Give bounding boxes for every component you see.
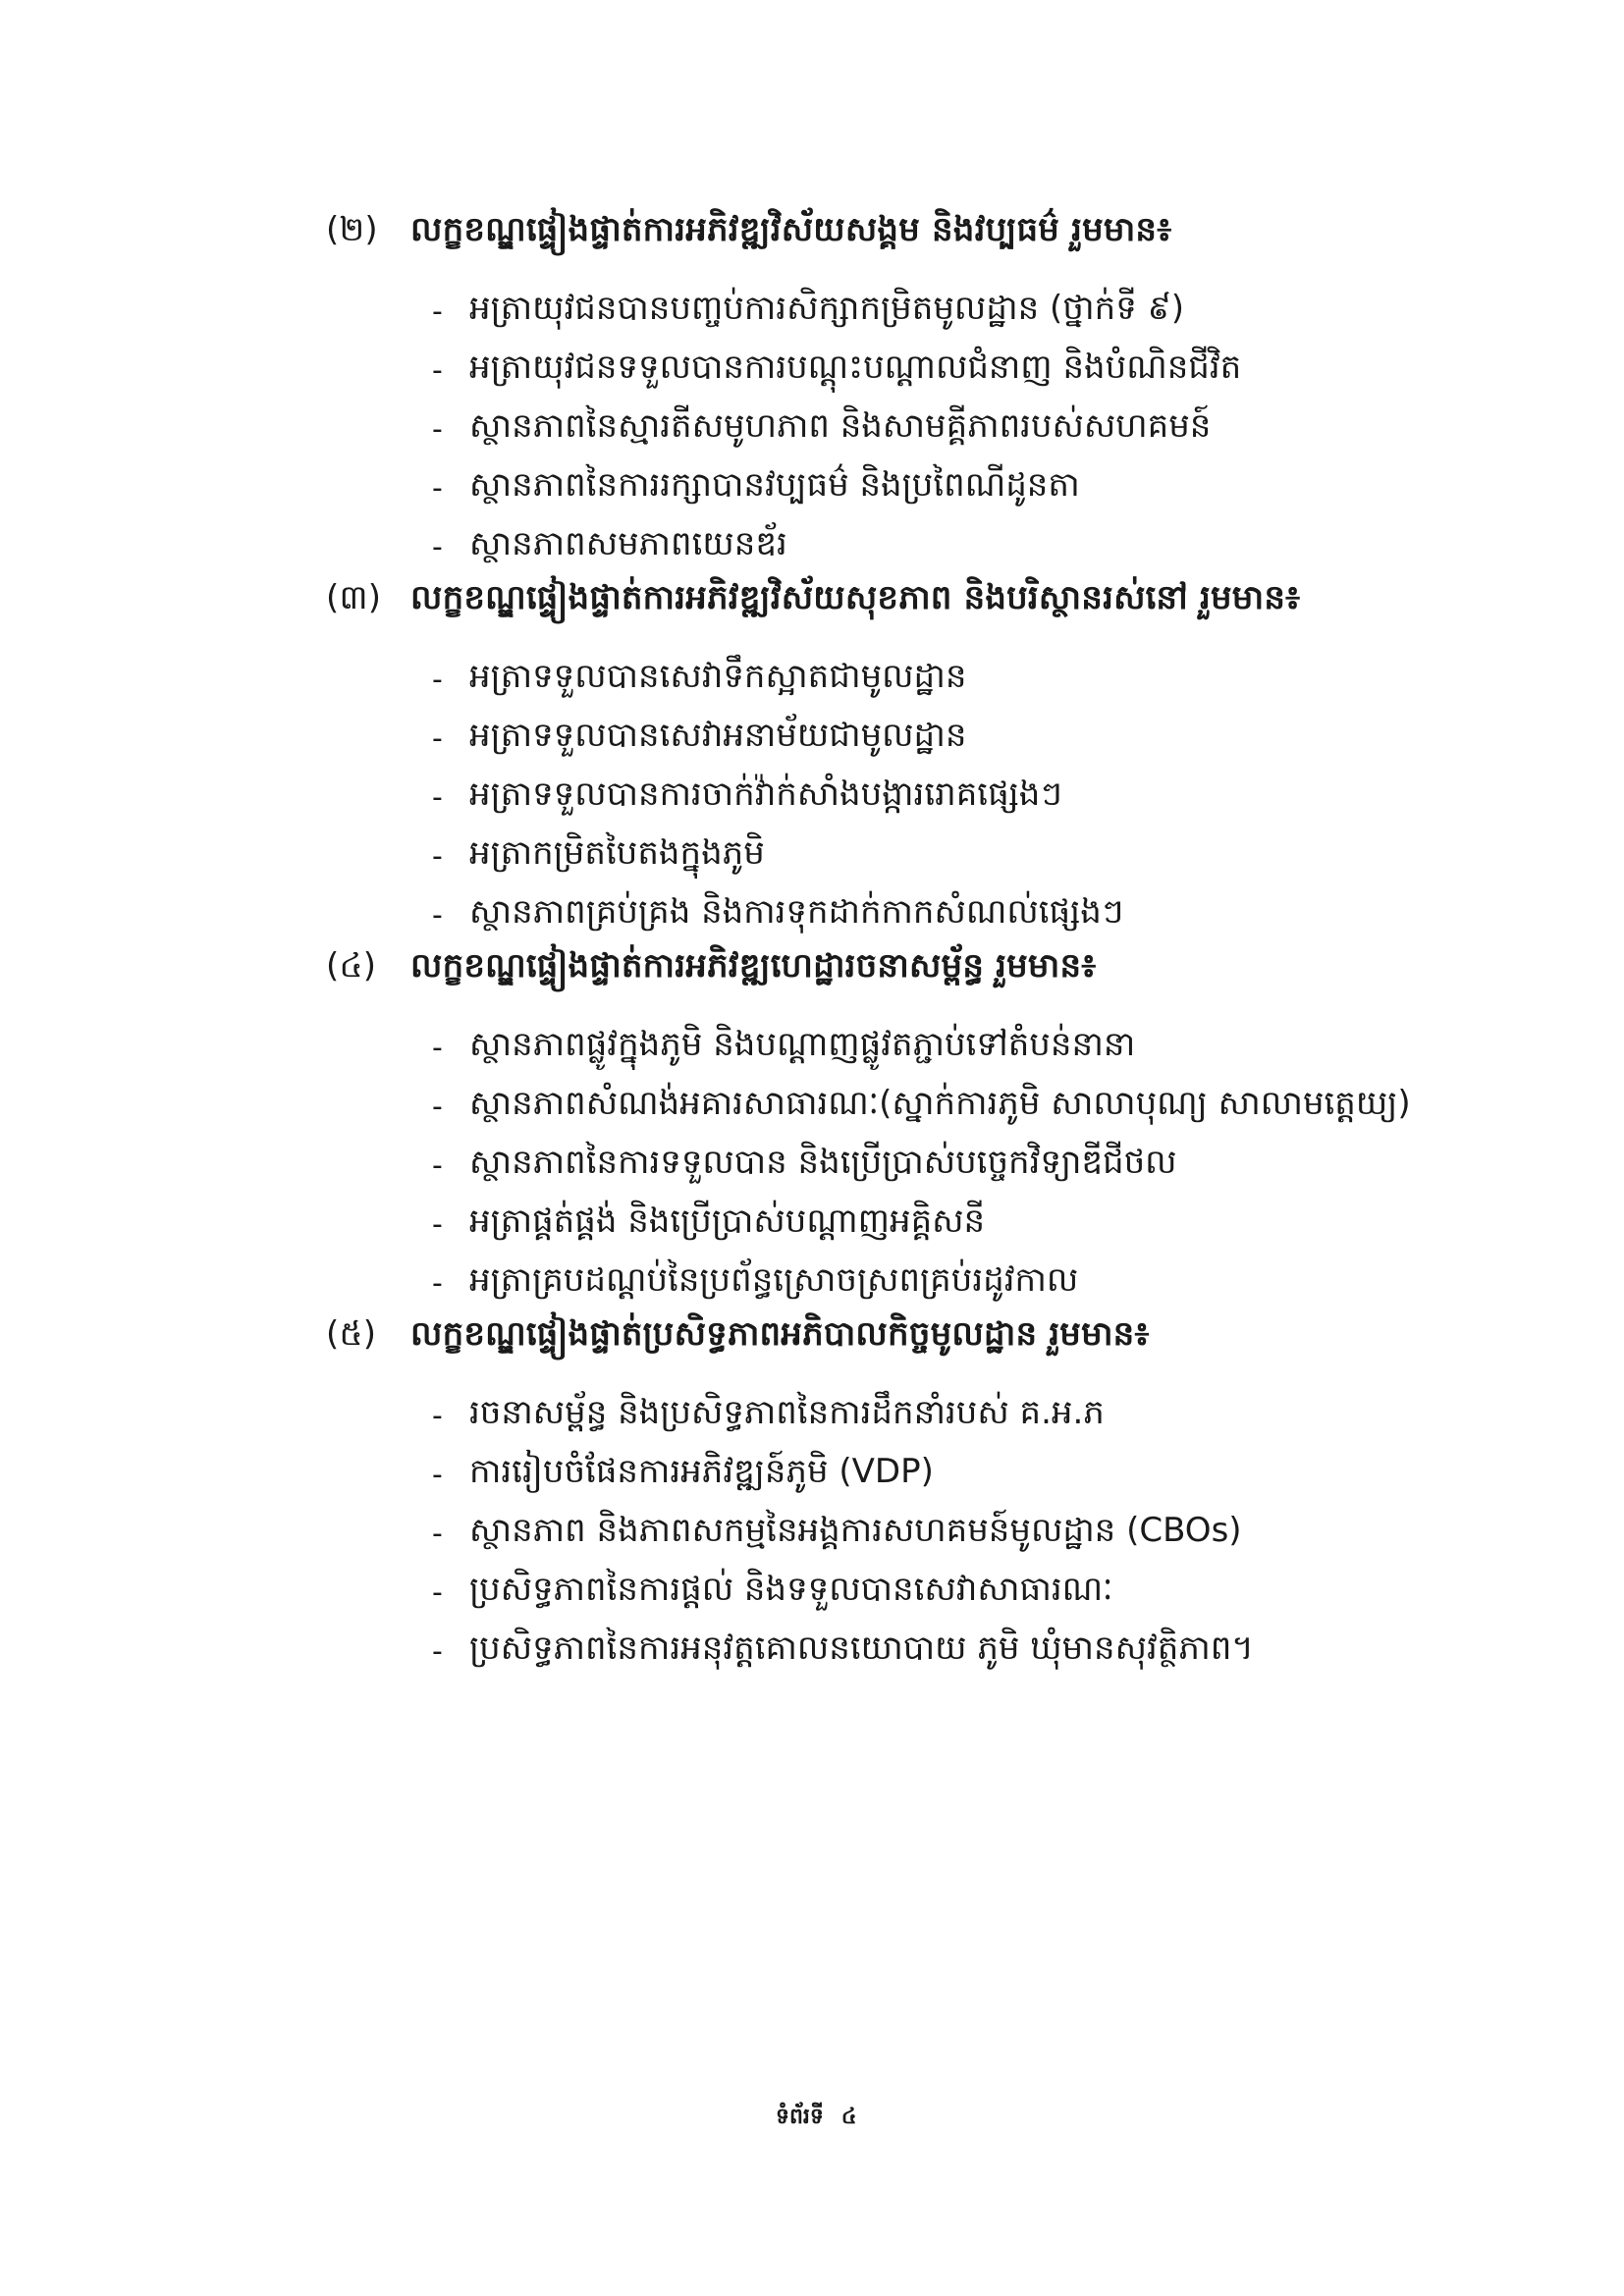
bullet-dash: -: [432, 470, 443, 506]
list-item: [326, 458, 1455, 517]
list-item-text: អត្រាយុវជនទទួលបានការបណ្តុះបណ្តាលជំនាញ និងបំណិនជីវិត: [469, 347, 1242, 387]
list-item: [326, 768, 1455, 827]
list-item: [326, 1504, 1455, 1563]
list-item: [326, 709, 1455, 768]
list-item-text: អត្រាទទួលបានសេវាទឹកស្អាតជាមូលដ្ឋាន: [469, 657, 967, 696]
section-number: (២): [326, 210, 378, 249]
list-item-text: ស្ថានភាពនៃការទទួលបាន និងប្រើប្រាស់បច្ចេកវិទ្យាឌីជីថល: [469, 1143, 1177, 1182]
section-title: លក្ខខណ្ឌផ្ទៀងផ្ទាត់ការអភិវឌ្ឍវិស័យសង្គម និងវប្បធម៌ រួមមាន៖: [410, 210, 1172, 249]
criteria-list: [326, 1018, 1455, 1312]
list-item: [326, 1445, 1455, 1504]
criteria-list: [326, 282, 1455, 576]
list-item: [326, 1386, 1455, 1445]
list-item-text: ស្ថានភាព និងភាពសកម្មនៃអង្គការសហគមន៍មូលដ្ឋាន (CBOs): [469, 1511, 1242, 1550]
list-item: [326, 827, 1455, 885]
list-item-text: អត្រាកម្រិតបៃតងក្នុងភូមិ: [469, 833, 765, 873]
bullet-dash: -: [432, 838, 443, 874]
section-local-governance: [326, 1309, 1455, 1681]
section-number: (៤): [326, 946, 377, 986]
bullet-dash: -: [432, 1089, 443, 1124]
section-number: (៣): [326, 578, 382, 617]
bullet-dash: -: [432, 897, 443, 933]
list-item: [326, 650, 1455, 709]
bullet-dash: -: [432, 721, 443, 756]
criteria-list: [326, 1386, 1455, 1681]
bullet-dash: -: [432, 1575, 443, 1610]
bullet-dash: -: [432, 352, 443, 388]
list-item-text: ស្ថានភាពគ្រប់គ្រង និងការទុកដាក់កាកសំណល់ផ្សេងៗ: [469, 892, 1124, 932]
section-heading: [326, 573, 1455, 628]
bullet-dash: -: [432, 1633, 443, 1669]
bullet-dash: -: [432, 1398, 443, 1433]
list-item: [326, 885, 1455, 944]
list-item-text: ការរៀបចំផែនការអភិវឌ្ឍន៍ភូមិ (VDP): [469, 1452, 934, 1491]
bullet-dash: -: [432, 1265, 443, 1301]
section-title: លក្ខខណ្ឌផ្ទៀងផ្ទាត់ការអភិវឌ្ឍហេដ្ឋារចនាសម្ព័ន្ធ រួមមាន៖: [410, 946, 1097, 986]
list-item: [326, 1563, 1455, 1622]
section-title: លក្ខខណ្ឌផ្ទៀងផ្ទាត់ការអភិវឌ្ឍវិស័យសុខភាព និងបរិស្ថានរស់នៅ រួមមាន៖: [410, 578, 1301, 617]
list-item-text: ប្រសិទ្ធភាពនៃការអនុវត្តគោលនយោបាយ ភូមិ ឃុំមានសុវត្ថិភាព។: [469, 1629, 1254, 1668]
list-item: [326, 1254, 1455, 1312]
list-item-text: ស្ថានភាពសមភាពយេនឌ័រ: [469, 524, 787, 563]
list-item-text: ស្ថានភាពនៃការរក្សាបានវប្បធម៌ និងប្រពៃណីដូនតា: [469, 465, 1080, 505]
bullet-dash: -: [432, 779, 443, 815]
bullet-dash: -: [432, 294, 443, 329]
bullet-dash: -: [432, 1030, 443, 1065]
bullet-dash: -: [432, 1457, 443, 1492]
list-item: [326, 1077, 1455, 1136]
list-item: [326, 282, 1455, 341]
section-heading: [326, 1309, 1455, 1364]
bullet-dash: -: [432, 1516, 443, 1551]
section-social-culture: [326, 205, 1455, 576]
list-item-text: អត្រាទទួលបានការចាក់វ៉ាក់សាំងបង្ការរោគផ្សេងៗ: [469, 774, 1062, 814]
section-heading: [326, 941, 1455, 996]
section-health-environment: [326, 573, 1455, 944]
list-item-text: ប្រសិទ្ធភាពនៃការផ្តល់ និងទទួលបានសេវាសាធារណៈ: [469, 1570, 1113, 1609]
list-item-text: អត្រាយុវជនបានបញ្ចប់ការសិក្សាកម្រិតមូលដ្ឋាន (ថ្នាក់ទី ៩): [469, 289, 1184, 328]
bullet-dash: -: [432, 662, 443, 697]
list-item-text: អត្រាគ្របដណ្តប់នៃប្រព័ន្ធស្រោចស្រពគ្រប់រដូវកាល: [469, 1260, 1079, 1300]
section-heading: [326, 205, 1455, 260]
list-item: [326, 1195, 1455, 1254]
list-item-text: រចនាសម្ព័ន្ធ និងប្រសិទ្ធភាពនៃការដឹកនាំរបស់ គ.អ.ភ: [469, 1393, 1105, 1432]
page-number-value: ៤: [840, 2105, 857, 2129]
criteria-list: [326, 650, 1455, 944]
list-item-text: ស្ថានភាពផ្លូវក្នុងភូមិ និងបណ្តាញផ្លូវតភ្ជាប់ទៅតំបន់នានា: [469, 1025, 1136, 1064]
section-infrastructure: [326, 941, 1455, 1312]
bullet-dash: -: [432, 411, 443, 447]
list-item-text: ស្ថានភាពសំណង់អគារសាធារណៈ(ស្នាក់ការភូមិ សាលាបុណ្យ សាលាមត្តេយ្យ): [469, 1084, 1411, 1123]
page-number: [776, 2103, 856, 2134]
list-item: [326, 1018, 1455, 1077]
bullet-dash: -: [432, 1206, 443, 1242]
bullet-dash: -: [432, 1148, 443, 1183]
list-item: [326, 400, 1455, 458]
section-title: លក្ខខណ្ឌផ្ទៀងផ្ទាត់ប្រសិទ្ធភាពអភិបាលកិច្ចមូលដ្ឋាន រួមមាន៖: [410, 1314, 1150, 1354]
list-item-text: អត្រាផ្គត់ផ្គង់ និងប្រើប្រាស់បណ្តាញអគ្គិសនី: [469, 1201, 986, 1241]
list-item: [326, 1622, 1455, 1681]
list-item-text: អត្រាទទួលបានសេវាអនាម័យជាមូលដ្ឋាន: [469, 716, 967, 755]
list-item: [326, 517, 1455, 576]
list-item-text: ស្ថានភាពនៃស្មារតីសមូហភាព និងសាមគ្គីភាពរបស់សហគមន៍: [469, 406, 1212, 446]
page-number-label: ទំព័រទី: [776, 2105, 824, 2129]
list-item: [326, 1136, 1455, 1195]
section-number: (៥): [326, 1314, 377, 1354]
bullet-dash: -: [432, 529, 443, 564]
list-item: [326, 341, 1455, 400]
